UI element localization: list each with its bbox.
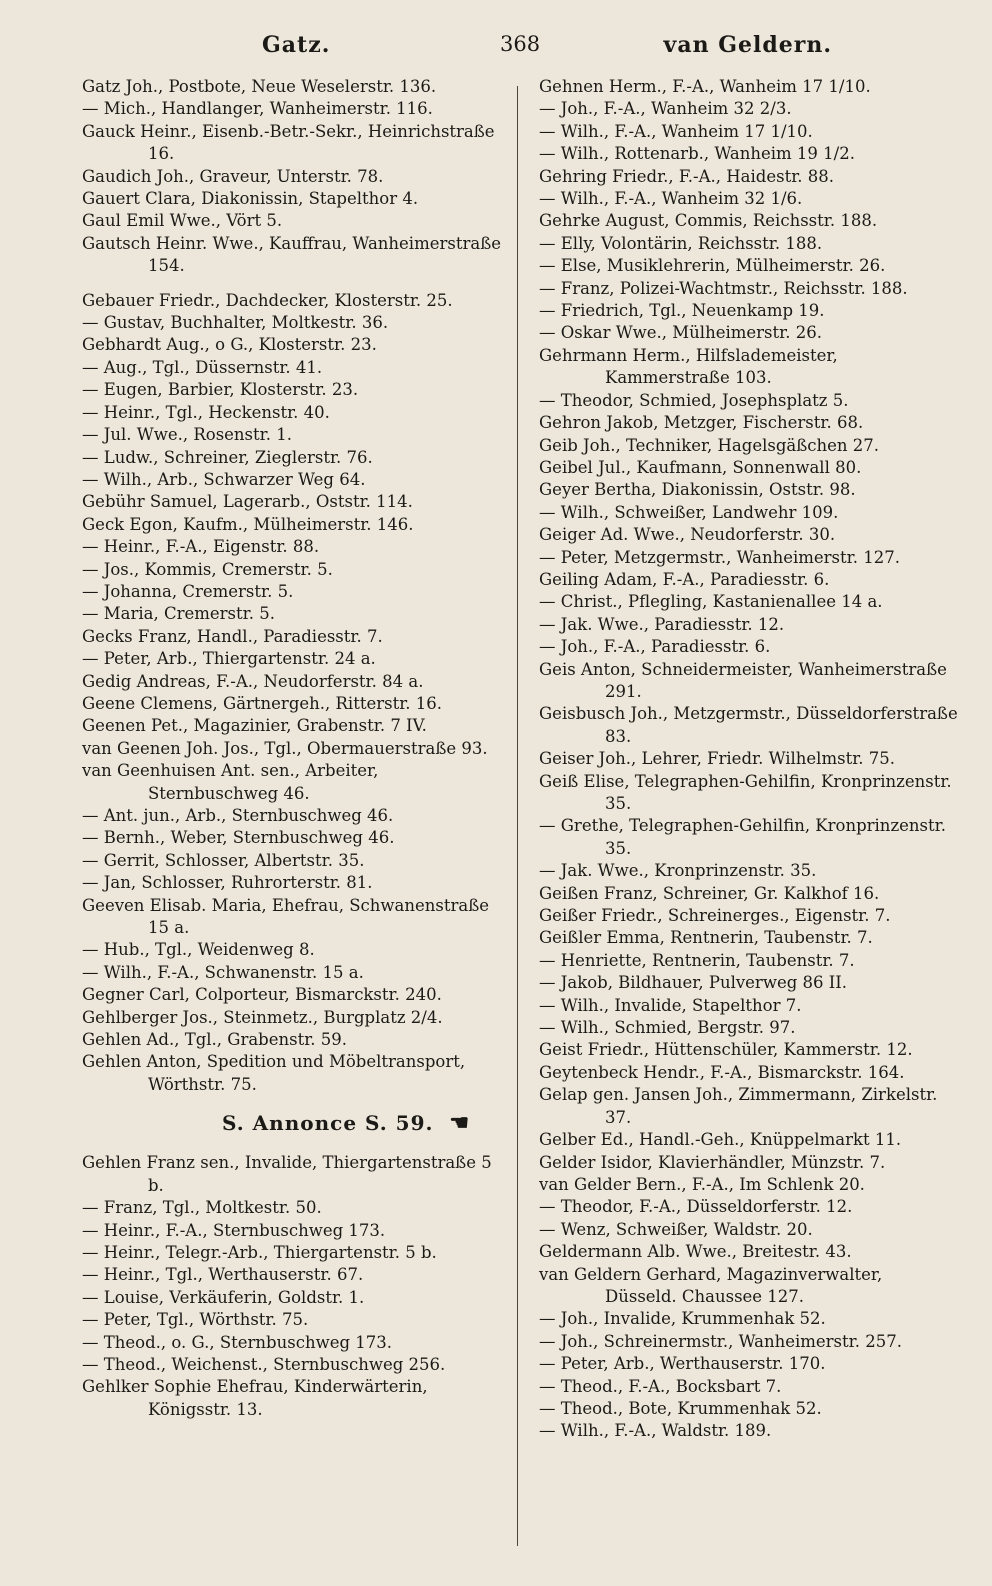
directory-entry: Geisbusch Joh., Metzgermstr., Düsseldorferstraße 83. — [539, 704, 963, 746]
directory-entry: Geis Anton, Schneidermeister, Wanheimerstraße 291. — [539, 659, 953, 701]
directory-entry: — Mich., Handlanger, Wanheimerstr. 116. — [82, 99, 433, 119]
directory-entry: Gehron Jakob, Metzger, Fischerstr. 68. — [539, 413, 864, 433]
directory-entry: Geißler Emma, Rentnerin, Taubenstr. 7. — [539, 928, 873, 948]
directory-entry: Gehlberger Jos., Steinmetz., Burgplatz 2/4. — [82, 1007, 443, 1027]
page-header — [0, 26, 992, 66]
directory-entry: — Wilh., F.-A., Wanheim 32 1/6. — [539, 189, 803, 209]
directory-entry: — Wilh., F.-A., Wanheim 17 1/10. — [539, 121, 813, 141]
directory-entry: — Theod., o. G., Sternbuschweg 173. — [82, 1332, 393, 1352]
directory-entry: — Heinr., Tgl., Werthauserstr. 67. — [82, 1265, 364, 1285]
directory-entry: — Wilh., Arb., Schwarzer Weg 64. — [82, 469, 366, 489]
directory-entry: Gaul Emil Wwe., Vört 5. — [82, 211, 283, 231]
directory-entry: Gecks Franz, Handl., Paradiesstr. 7. — [82, 626, 383, 646]
directory-entry: Gehrmann Herm., Hilfslademeister, Kammerstraße 103. — [539, 345, 843, 388]
directory-entry: — Peter, Arb., Thiergartenstr. 24 a. — [82, 649, 376, 669]
directory-entry: Gehlen Franz sen., Invalide, Thiergartenstraße 5 b. — [82, 1153, 497, 1195]
directory-entry: Gehnen Herm., F.-A., Wanheim 17 1/10. — [539, 77, 871, 96]
directory-entry: Geeven Elisab. Maria, Ehefrau, Schwanenstraße 15 a. — [82, 895, 495, 938]
directory-entry: — Theod., Bote, Krummenhak 52. — [539, 1398, 822, 1418]
directory-entry: Geib Joh., Techniker, Hagelsgäßchen 27. — [539, 435, 879, 455]
directory-entry: van Gelder Bern., F.-A., Im Schlenk 20. — [539, 1174, 865, 1194]
directory-entry: — Ant. jun., Arb., Sternbuschweg 46. — [82, 806, 394, 825]
directory-entry: — Wilh., Invalide, Stapelthor 7. — [539, 995, 802, 1015]
directory-entry: Geene Clemens, Gärtnergeh., Ritterstr. 16. — [82, 693, 443, 713]
directory-entry: Geenen Pet., Magazinier, Grabenstr. 7 IV. — [82, 716, 427, 736]
directory-entry: Geiß Elise, Telegraphen-Gehilfin, Kronprinzenstr. 35. — [539, 771, 957, 813]
directory-entry: — Wilh., Schmied, Bergstr. 97. — [539, 1018, 796, 1038]
right-column — [539, 76, 963, 1443]
directory-entry: Gedig Andreas, F.-A., Neudorferstr. 84 a. — [82, 671, 424, 691]
annonce-text: S. Annonce S. 59. — [222, 1111, 434, 1136]
directory-entry: Geiser Joh., Lehrer, Friedr. Wilhelmstr. 75. — [539, 749, 896, 769]
directory-entry: — Johanna, Cremerstr. 5. — [82, 581, 294, 601]
directory-entry: — Joh., F.-A., Paradiesstr. 6. — [539, 637, 771, 657]
directory-entry: Gebhardt Aug., o G., Klosterstr. 23. — [82, 335, 377, 355]
directory-entry: Gauck Heinr., Eisenb.-Betr.-Sekr., Heinrichstraße 16. — [82, 121, 500, 164]
directory-entry: — Theodor, Schmied, Josephsplatz 5. — [539, 390, 849, 410]
directory-entry: Geibel Jul., Kaufmann, Sonnenwall 80. — [539, 457, 862, 477]
directory-entry: — Heinr., F.-A., Sternbuschweg 173. — [82, 1220, 386, 1240]
directory-entry: Gautsch Heinr. Wwe., Kauffrau, Wanheimerstraße 154. — [82, 233, 507, 276]
directory-entry: — Joh., F.-A., Wanheim 32 2/3. — [539, 99, 792, 119]
right-entries — [539, 76, 963, 1443]
directory-entry: — Elly, Volontärin, Reichsstr. 188. — [539, 233, 823, 253]
directory-entry: — Franz, Tgl., Moltkestr. 50. — [82, 1198, 322, 1218]
directory-entry: Gaudich Joh., Graveur, Unterstr. 78. — [82, 166, 384, 186]
page-number: 368 — [500, 32, 541, 56]
left-entries-bottom — [82, 1152, 502, 1421]
directory-entry: — Hub., Tgl., Weidenweg 8. — [82, 940, 315, 960]
directory-entry: — Jak. Wwe., Kronprinzenstr. 35. — [539, 861, 817, 881]
directory-entry: van Geenhuisen Ant. sen., Arbeiter, Sternbuschweg 46. — [82, 761, 384, 803]
directory-entry: Geyer Bertha, Diakonissin, Oststr. 98. — [539, 480, 856, 500]
directory-entry: — Jul. Wwe., Rosenstr. 1. — [82, 425, 292, 445]
directory-entry: — Jak. Wwe., Paradiesstr. 12. — [539, 614, 785, 634]
directory-entry: — Theod., Weichenst., Sternbuschweg 256. — [82, 1354, 446, 1374]
directory-entry: Gegner Carl, Colporteur, Bismarckstr. 240. — [82, 985, 442, 1005]
directory-entry: — Jos., Kommis, Cremerstr. 5. — [82, 559, 333, 579]
directory-entry: — Eugen, Barbier, Klosterstr. 23. — [82, 380, 359, 400]
directory-entry: — Grethe, Telegraphen-Gehilfin, Kronprinzenstr. 35. — [539, 816, 952, 858]
pointing-hand-icon: ☚ — [449, 1110, 471, 1137]
directory-entry: Geytenbeck Hendr., F.-A., Bismarckstr. 164. — [539, 1062, 905, 1082]
directory-entry: — Theod., F.-A., Bocksbart 7. — [539, 1376, 782, 1396]
directory-entry: — Friedrich, Tgl., Neuenkamp 19. — [539, 301, 825, 321]
directory-entry: Geldermann Alb. Wwe., Breitestr. 43. — [539, 1242, 852, 1262]
directory-entry: — Wilh., Schweißer, Landwehr 109. — [539, 502, 839, 522]
directory-entry: Geiling Adam, F.-A., Paradiesstr. 6. — [539, 569, 830, 589]
directory-entry: — Heinr., Tgl., Heckenstr. 40. — [82, 402, 330, 422]
left-column — [82, 76, 507, 1421]
column-divider — [517, 86, 518, 1546]
directory-entry: Gehrke August, Commis, Reichsstr. 188. — [539, 211, 878, 231]
directory-entry: — Franz, Polizei-Wachtmstr., Reichsstr. 188. — [539, 278, 908, 298]
directory-entry: — Gustav, Buchhalter, Moltkestr. 36. — [82, 313, 389, 333]
directory-entry: Gehring Friedr., F.-A., Haidestr. 88. — [539, 166, 835, 186]
directory-entry: — Bernh., Weber, Sternbuschweg 46. — [82, 828, 395, 848]
directory-entry: — Wilh., F.-A., Waldstr. 189. — [539, 1421, 772, 1441]
left-entries-top — [82, 76, 507, 1096]
directory-entry: — Ludw., Schreiner, Zieglerstr. 76. — [82, 447, 373, 467]
directory-entry: — Wenz, Schweißer, Waldstr. 20. — [539, 1219, 813, 1239]
directory-entry: — Oskar Wwe., Mülheimerstr. 26. — [539, 323, 822, 343]
directory-entry: Gauert Clara, Diakonissin, Stapelthor 4. — [82, 189, 419, 209]
annonce-notice — [82, 1110, 502, 1136]
directory-entry: Gehlker Sophie Ehefrau, Kinderwärterin, Königsstr. 13. — [82, 1377, 433, 1419]
directory-entry: van Geenen Joh. Jos., Tgl., Obermauerstraße 93. — [82, 738, 488, 758]
directory-entry: van Geldern Gerhard, Magazinverwalter, Düsseld. Chaussee 127. — [539, 1264, 888, 1306]
directory-entry: — Wilh., Rottenarb., Wanheim 19 1/2. — [539, 144, 855, 164]
directory-entry: Gebühr Samuel, Lagerarb., Oststr. 114. — [82, 492, 413, 512]
directory-entry: — Heinr., Telegr.-Arb., Thiergartenstr. 5 b. — [82, 1242, 437, 1262]
header-left-keyword: Gatz. — [262, 32, 331, 58]
directory-entry: — Louise, Verkäuferin, Goldstr. 1. — [82, 1287, 365, 1307]
directory-entry: — Theodor, F.-A., Düsseldorferstr. 12. — [539, 1197, 853, 1217]
directory-entry: Geißer Friedr., Schreinerges., Eigenstr. 7. — [539, 906, 891, 926]
directory-entry: — Joh., Invalide, Krummenhak 52. — [539, 1309, 826, 1329]
directory-entry: Geist Friedr., Hüttenschüler, Kammerstr. 12. — [539, 1040, 913, 1060]
directory-entry: — Peter, Arb., Werthauserstr. 170. — [539, 1354, 826, 1374]
directory-entry: — Heinr., F.-A., Eigenstr. 88. — [82, 537, 320, 557]
directory-entry: — Wilh., F.-A., Schwanenstr. 15 a. — [82, 962, 364, 982]
directory-entry: — Henriette, Rentnerin, Taubenstr. 7. — [539, 950, 855, 970]
directory-entry: — Aug., Tgl., Düssernstr. 41. — [82, 357, 323, 377]
directory-entry: — Joh., Schreinermstr., Wanheimerstr. 257. — [539, 1331, 902, 1351]
directory-entry: — Maria, Cremerstr. 5. — [82, 604, 275, 624]
directory-entry: Gelap gen. Jansen Joh., Zimmermann, Zirkelstr. 37. — [539, 1085, 943, 1127]
directory-entry: — Jakob, Bildhauer, Pulverweg 86 II. — [539, 973, 848, 993]
directory-entry: — Christ., Pflegling, Kastanienallee 14 a. — [539, 592, 883, 612]
directory-entry: — Else, Musiklehrerin, Mülheimerstr. 26. — [539, 256, 886, 276]
header-right-keyword: van Geldern. — [663, 32, 832, 58]
directory-entry: Gatz Joh., Postbote, Neue Weselerstr. 136. — [82, 77, 437, 96]
directory-entry: Gelder Isidor, Klavierhändler, Münzstr. 7. — [539, 1152, 886, 1172]
directory-entry: Gehlen Ad., Tgl., Grabenstr. 59. — [82, 1030, 348, 1050]
directory-entry: Geck Egon, Kaufm., Mülheimerstr. 146. — [82, 514, 414, 534]
directory-entry: Geißen Franz, Schreiner, Gr. Kalkhof 16. — [539, 883, 880, 903]
directory-entry: — Peter, Tgl., Wörthstr. 75. — [82, 1310, 309, 1330]
directory-entry: Gelber Ed., Handl.-Geh., Knüppelmarkt 11. — [539, 1130, 902, 1150]
directory-entry: — Gerrit, Schlosser, Albertstr. 35. — [82, 850, 365, 870]
directory-entry: — Jan, Schlosser, Ruhrorterstr. 81. — [82, 873, 373, 893]
directory-entry: Gehlen Anton, Spedition und Möbeltransport, Wörthstr. 75. — [82, 1052, 471, 1094]
directory-entry: Gebauer Friedr., Dachdecker, Klosterstr. 25. — [82, 290, 453, 310]
directory-entry: Geiger Ad. Wwe., Neudorferstr. 30. — [539, 525, 836, 545]
directory-entry: — Peter, Metzgermstr., Wanheimerstr. 127. — [539, 547, 900, 567]
